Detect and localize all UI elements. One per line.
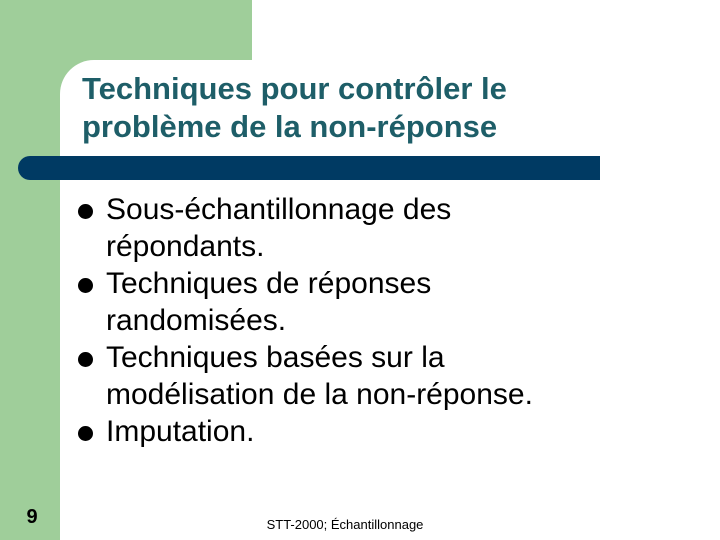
bullet-list [78,191,688,450]
bullet-dot-icon [78,352,93,367]
slide-title-line-1: Techniques pour contrôler le [82,71,507,106]
bullet-item-randomized-responses-line-1: Techniques de réponses [106,267,432,300]
bullet-item-imputation [78,413,688,450]
page-number: 9 [26,506,38,528]
title-divider-bar [18,156,600,180]
bullet-item-subsampling-line-1: Sous-échantillonnage des [106,193,452,226]
slide-title-line-2: problème de la non-réponse [82,109,498,144]
bullet-dot-icon [78,426,93,441]
bullet-item-nonresponse-modelling [78,339,688,413]
bullet-item-subsampling-line-2: répondants. [106,230,265,263]
slide-title [82,70,682,146]
bullet-item-randomized-responses [78,265,688,339]
bullet-item-nonresponse-modelling-line-2: modélisation de la non-réponse. [106,378,533,411]
bullet-item-nonresponse-modelling-line-1: Techniques basées sur la [106,341,445,374]
bullet-item-randomized-responses-line-2: randomisées. [106,304,287,337]
bullet-item-imputation-line-1: Imputation. [106,415,255,448]
slide-footer: STT-2000; Échantillonnage [266,517,424,532]
bullet-dot-icon [78,204,93,219]
bullet-dot-icon [78,278,93,293]
bullet-item-subsampling [78,191,688,265]
